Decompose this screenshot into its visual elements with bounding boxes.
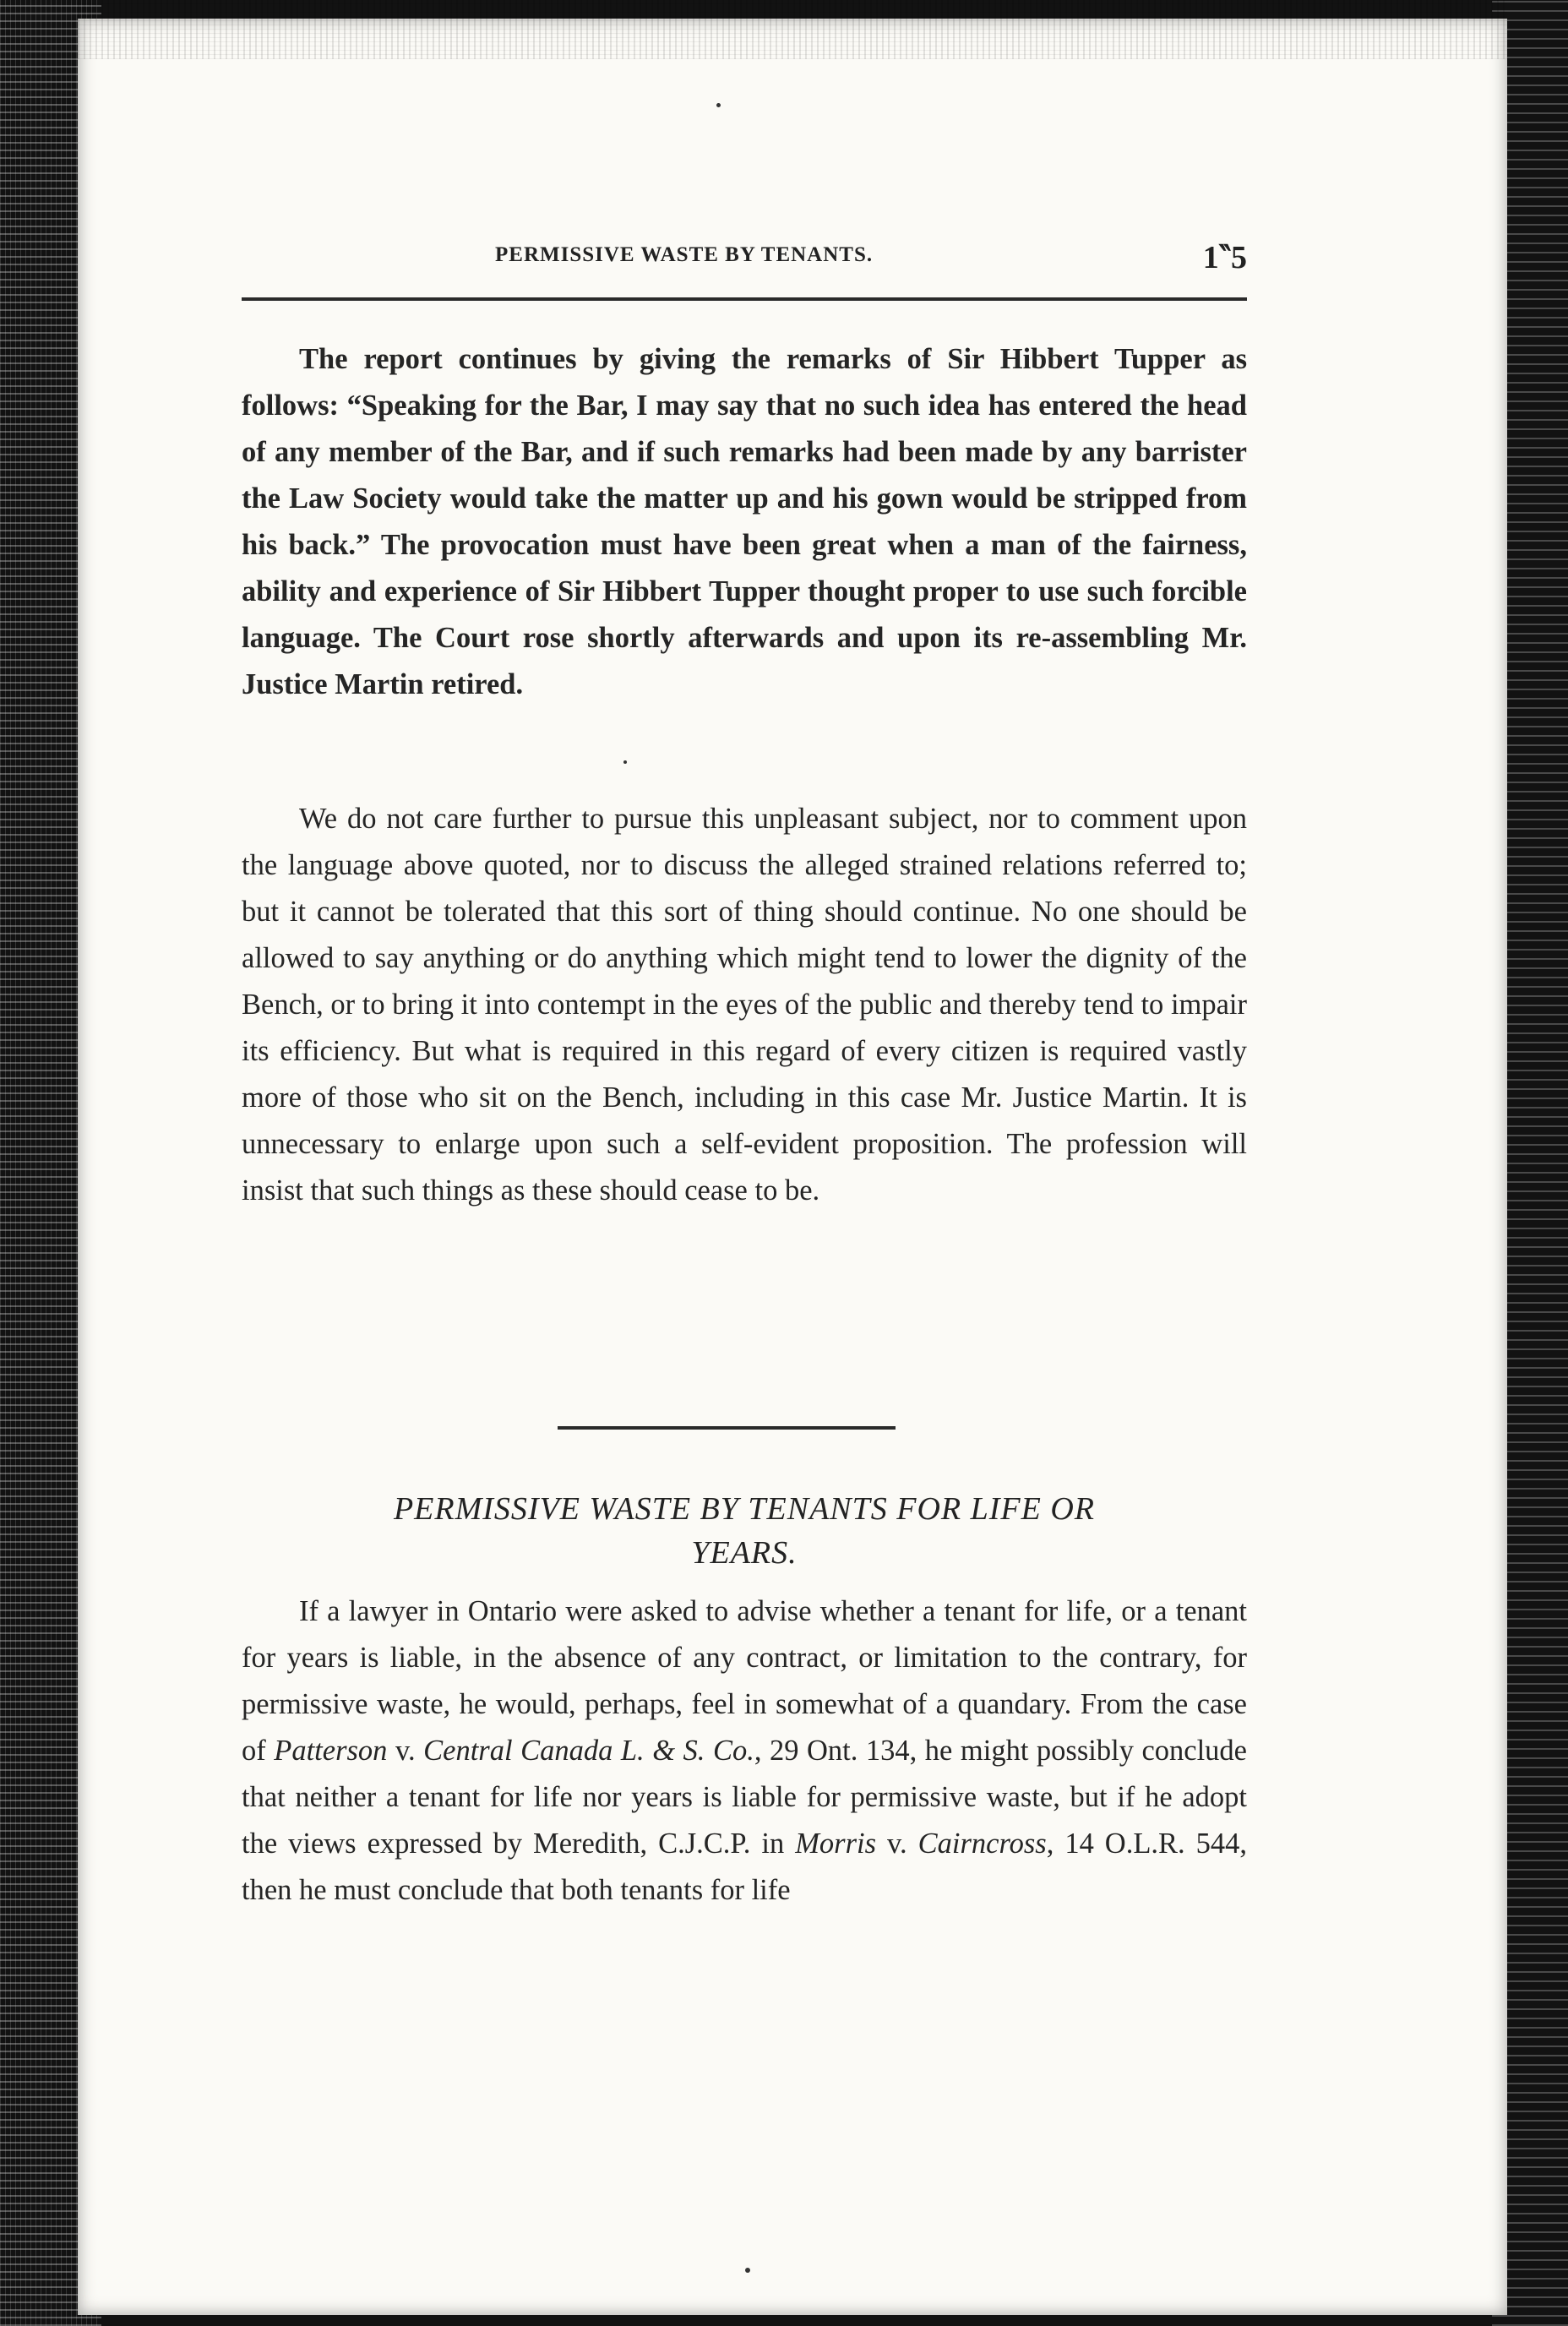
paragraph-3 — [242, 1588, 1247, 1914]
citation-2: , 14 O.L.R. 544, then he must conclude that both tenants for life — [242, 1828, 1247, 1906]
page-number: 1‶5 — [1202, 240, 1247, 275]
versus-1: v. — [387, 1735, 424, 1767]
scan-edge-top — [78, 0, 1507, 59]
section-divider — [558, 1426, 896, 1430]
paragraph-2-text: We do not care further to pursue this unpleasant subject, nor to comment upon the language above quoted, nor to discuss the alleged strained relations referred to; but it cannot be tolerated that this sort of thing should continue. No one should be allowed to say anything or do anything which might tend to lower the dignity of the Bench, or to bring it into contempt in the eyes of the public and thereby tend to impair its efficiency. But what is required in this regard of every citizen is required vastly more of those who sit on the Bench, including in this case Mr. Justice Martin. It is unnecessary to enlarge upon such a self-evident proposition. The profession will insist that such things as these should cease to be. — [242, 803, 1247, 1207]
running-title: PERMISSIVE WASTE BY TENANTS. — [495, 243, 874, 266]
section-title — [242, 1487, 1247, 1575]
paragraph-2 — [242, 796, 1247, 1214]
paragraph-1 — [242, 336, 1247, 708]
page-header — [242, 238, 1247, 289]
ink-speck — [745, 2268, 750, 2273]
case-name-cairncross: Cairncross — [917, 1828, 1047, 1860]
section-title-line-2: YEARS. — [691, 1535, 798, 1571]
citation-1: , 29 Ont. 134, he might possibly conclude that neither a tenant for life nor years is liable for permissive waste, but if he adopt the views expressed by Meredith, C.J.C.P. in — [242, 1735, 1247, 1860]
paragraph-1-text: The report continues by giving the remarks of Sir Hibbert Tupper as follows: “Speaking for the Bar, I may say that no such idea has entered the head of any member of the Bar, and if such remarks had been made by any barrister the Law Society would take the matter up and his gown would be stripped from his back.” The provocation must have been great when a man of the fairness, ability and experience of Sir Hibbert Tupper thought proper to use such forcible language. The Court rose shortly afterwards and upon its re-assembling Mr. Justice Martin retired. — [242, 343, 1247, 700]
versus-2: v. — [876, 1828, 918, 1860]
paragraph-3-start: If a lawyer in Ontario were asked to advise whether a tenant for life, or a tenant for years is liable, in the absence of any contract, or limitation to the contrary, for permissive waste, he would, perhaps, feel in somewhat of a quandary. From the case of — [242, 1595, 1247, 1767]
ink-speck — [623, 760, 627, 764]
case-name-morris: Morris — [795, 1828, 877, 1860]
header-rule — [242, 297, 1247, 301]
ink-speck — [716, 103, 721, 107]
case-name-central-canada: Central Canada L. & S. Co. — [423, 1735, 754, 1767]
case-name-patterson: Patterson — [274, 1735, 388, 1767]
paragraph-3-text — [242, 1588, 1247, 1914]
section-title-line-1: PERMISSIVE WASTE BY TENANTS FOR LIFE OR — [393, 1491, 1096, 1527]
